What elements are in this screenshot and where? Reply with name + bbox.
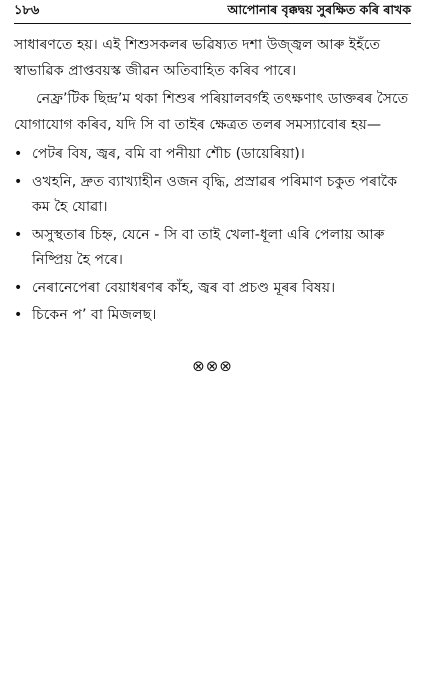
paragraph-1: সাধাৰণতে হয়। এই শিশুসকলৰ ভৱিষ্যত দশা উজ্জ্বল আৰু ইহঁতে স্বাভাৱিক প্ৰাপ্তবয়স্ক জীৱন অতিবাহিত কৰিব পাৰে। bbox=[14, 37, 381, 79]
list-item-text: নেৰানেপেৰা বেয়াধৰণৰ কাঁহ, জ্বৰ বা প্ৰচণ্ড মূৰৰ বিষয়। bbox=[32, 279, 336, 296]
running-title: আপোনাৰ বৃক্কদ্বয় সুৰক্ষিত কৰি ৰাখক bbox=[227, 2, 411, 17]
list-item-text: পেটৰ বিষ, জ্বৰ, বমি বা পনীয়া শৌচ (ডায়েৰিয়া)। bbox=[32, 146, 305, 162]
list-item bbox=[14, 170, 413, 221]
bullet-icon: • bbox=[14, 146, 23, 162]
page-header bbox=[14, 2, 411, 22]
list-item-text: অসুস্থতাৰ চিহ্ন, যেনে - সি বা তাই খেলা-ধূলা এৰি পেলায় আৰু নিষ্প্ৰিয় হৈ পৰে। bbox=[32, 226, 385, 268]
header-rule bbox=[14, 23, 411, 24]
list-item bbox=[14, 223, 413, 274]
list-item bbox=[14, 276, 413, 302]
list-item bbox=[14, 303, 413, 329]
page-body bbox=[14, 33, 413, 331]
list-item-text: ওখহনি, দ্ৰুত ব্যাখ্যাহীন ওজন বৃদ্ধি, প্ৰস্ৰাৱৰ পৰিমাণ চকুত পৰাকৈ কম হৈ যোৱা। bbox=[32, 173, 398, 215]
page-number: ১৮৬ bbox=[14, 3, 40, 18]
bullet-icon: • bbox=[14, 173, 23, 190]
bullet-icon: • bbox=[14, 226, 23, 243]
list-item-text: চিকেন প’ বা মিজলছ। bbox=[32, 307, 157, 323]
bullet-icon: • bbox=[14, 279, 23, 296]
section-end-ornament: ⊗⊗⊗ bbox=[192, 357, 233, 375]
bullet-icon: • bbox=[14, 307, 23, 323]
paragraph-2: নেফ্ৰ’টিক ছিন্দ্ৰ’ম থকা শিশুৰ পৰিয়ালবৰ্গই তৎক্ষণাৎ ডাক্তৰৰ সৈতে যোগাযোগ কৰিব, যদি সি বা তাইৰ ক্ষেত্ৰত তলৰ সমস্যাবোৰ হয়— bbox=[14, 91, 409, 133]
symptom-list bbox=[14, 142, 413, 329]
list-item bbox=[14, 142, 413, 168]
